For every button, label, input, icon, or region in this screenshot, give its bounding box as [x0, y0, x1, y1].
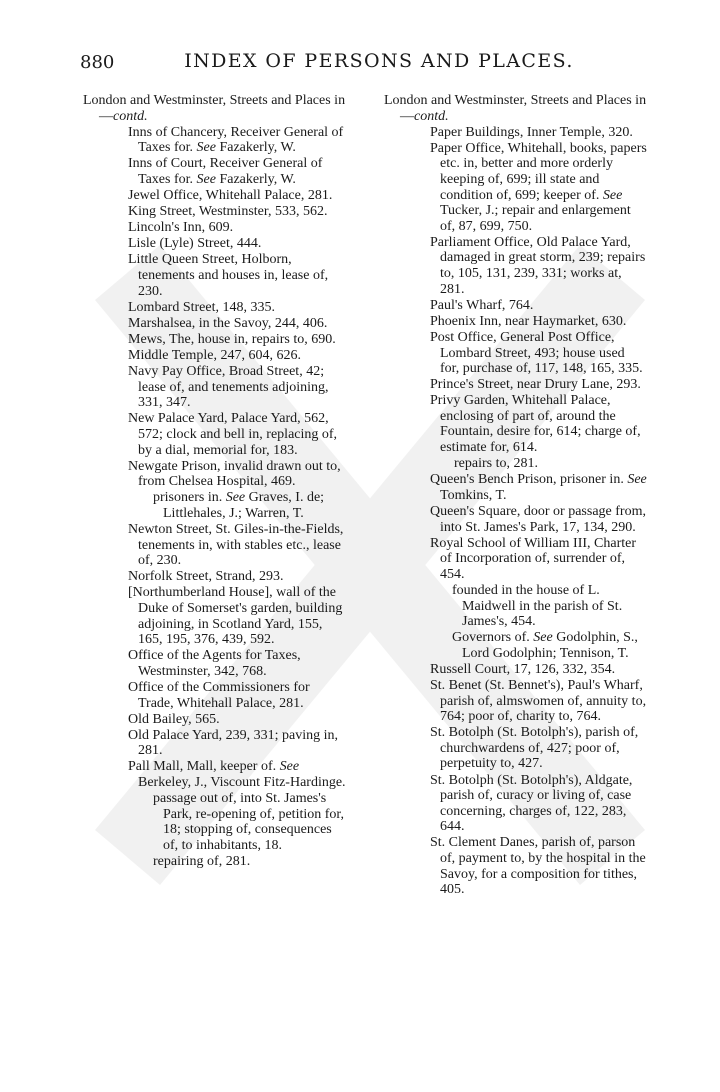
index-entry-text: Navy Pay Office, Broad Street, 42; lease of, and tenements adjoining, 331, 347. [128, 364, 329, 411]
index-entry-text: St. Clement Danes, parish of, parson of, payment to, by the hospital in the Savoy, for a composition for tithes, 405. [430, 835, 646, 898]
index-entry [83, 522, 346, 569]
index-entry-reference: Tucker, J.; repair and enlargement of, 87, 699, 750. [440, 203, 631, 234]
index-entry [384, 678, 647, 725]
index-entry [384, 235, 647, 297]
index-entry [384, 472, 647, 503]
index-entry-reference: Graves, I. de; Littlehales, J.; Warren, T. [163, 490, 325, 521]
index-entry-text: New Palace Yard, Palace Yard, 562, 572; clock and bell in, replacing of, by a dial, memorial for, 183. [128, 411, 338, 458]
index-entry [384, 314, 647, 330]
index-entry-reference: Tomkins, T. [440, 487, 507, 503]
index-entry [384, 583, 647, 630]
index-entry-text: Office of the Agents for Taxes, Westminster, 342, 768. [128, 648, 301, 679]
index-entry [83, 332, 346, 348]
index-entry-text: London and Westminster, Streets and Places in— [384, 93, 647, 124]
index-entry-text: Parliament Office, Old Palace Yard, damaged in great storm, 239; repairs to, 105, 131, 239, 331; works at, 281. [430, 234, 646, 297]
index-entry-text: Paper Buildings, Inner Temple, 320. [430, 124, 633, 140]
index-entry-text: St. Botolph (St. Botolph's), parish of, churchwardens of, 427; poor of, perpetuity to, 427. [430, 725, 639, 772]
index-entry-text: prisoners in. [153, 490, 226, 506]
index-entry [83, 156, 346, 187]
index-entry-text: London and Westminster, Streets and Places in— [83, 93, 346, 124]
page-number: 880 [80, 52, 115, 73]
index-entry-text: Russell Court, 17, 126, 332, 354. [430, 661, 616, 677]
index-entry [83, 93, 346, 124]
index-entry-crossref: contd. [113, 108, 148, 124]
index-entry-crossref: See [196, 171, 216, 187]
index-entry-text: Governors of. [452, 630, 534, 646]
index-entry [83, 252, 346, 299]
index-entry [83, 648, 346, 679]
index-entry [384, 393, 647, 455]
index-entry-crossref: See [279, 759, 300, 775]
index-entry-text: Mews, The, house in, repairs to, 690. [128, 331, 336, 347]
index-entry [83, 348, 346, 364]
index-entry-crossref: See [225, 490, 246, 506]
index-entry [83, 459, 346, 490]
index-entry [83, 364, 346, 411]
index-entry [384, 630, 647, 661]
index-entry-text: King Street, Westminster, 533, 562. [128, 204, 328, 220]
index-entry [83, 300, 346, 316]
index-entry-text: Paper Office, Whitehall, books, papers etc. in, better and more orderly keeping of, 699; ill state and condition of, 699; keeper of. [430, 140, 647, 203]
index-entry-text: Paul's Wharf, 764. [430, 297, 534, 313]
index-entry [83, 188, 346, 204]
index-entry-text: [Northumberland House], wall of the Duke of Somerset's garden, building adjoining, in Scotland Yard, 155, 165, 195, 376, 439, 592. [128, 585, 343, 648]
index-entry-text: Lombard Street, 148, 335. [128, 299, 275, 315]
index-entry-text: Jewel Office, Whitehall Palace, 281. [128, 188, 333, 204]
index-entry [83, 411, 346, 458]
index-entry-text: repairs to, 281. [454, 456, 538, 472]
index-entry [384, 456, 647, 472]
index-entry-crossref: See [627, 472, 647, 488]
index-entry [384, 835, 647, 897]
index-entry [83, 759, 346, 790]
index-entry [83, 490, 346, 521]
index-entry-reference: Fazakerly, W. [215, 140, 296, 156]
index-entry [83, 854, 346, 870]
index-entry [384, 377, 647, 393]
index-entry-text: Inns of Chancery, Receiver General of Taxes for. [128, 124, 344, 156]
index-entry [83, 680, 346, 711]
index-entry [83, 712, 346, 728]
index-entry-text: Queen's Square, door or passage from, into St. James's Park, 17, 134, 290. [430, 503, 646, 535]
index-entry [384, 725, 647, 772]
index-entry-text: Queen's Bench Prison, prisoner in. [430, 472, 628, 488]
index-entry-text: Norfolk Street, Strand, 293. [128, 569, 284, 585]
index-entry-text: St. Botolph (St. Botolph's), Aldgate, parish of, curacy or living of, case concerning, charges of, 122, 283, 644. [430, 772, 633, 835]
page-header [0, 50, 720, 74]
index-entry-reference: Godolphin, S., Lord Godolphin; Tennison, T. [462, 630, 638, 661]
page-title: INDEX OF PERSONS AND PLACES. [184, 50, 574, 72]
index-entry [384, 504, 647, 535]
index-entry-text: founded in the house of L. Maidwell in the parish of St. James's, 454. [452, 582, 623, 630]
index-entry [83, 125, 346, 156]
index-entry-crossref: See [602, 187, 623, 203]
index-entry-text: repairing of, 281. [153, 854, 251, 869]
index-entry-text: Inns of Court, Receiver General of Taxes for. [128, 156, 323, 187]
index-column-right [384, 93, 647, 898]
index-entry-reference: Fazakerly, W. [215, 171, 296, 187]
index-entry-reference: Berkeley, J., Viscount Fitz-Hardinge. [138, 775, 346, 791]
index-entry [384, 125, 647, 141]
index-entry-text: Phoenix Inn, near Haymarket, 630. [430, 313, 627, 329]
index-entry-text: Middle Temple, 247, 604, 626. [128, 348, 301, 363]
index-entry [83, 220, 346, 236]
index-entry-text: Prince's Street, near Drury Lane, 293. [430, 377, 641, 393]
index-entry-crossref: See [196, 140, 216, 156]
index-entry-text: passage out of, into St. James's Park, re-opening of, petition for, 18; stopping of, consequences of, to inhabitants, 18. [153, 791, 345, 853]
index-entry-text: Lisle (Lyle) Street, 444. [128, 236, 262, 252]
index-entry [384, 298, 647, 314]
index-entry [384, 93, 647, 124]
index-entry-text: Privy Garden, Whitehall Palace, enclosing of part of, around the Fountain, desire for, 614; charge of, estimate for, 614. [430, 393, 641, 456]
index-entry [384, 773, 647, 835]
index-entry-text: Old Bailey, 565. [128, 711, 220, 727]
index-entry [384, 662, 647, 678]
index-entry-text: Royal School of William III, Charter of Incorporation of, surrender of, 454. [430, 535, 637, 582]
index-entry-text: Marshalsea, in the Savoy, 244, 406. [128, 315, 328, 331]
index-entry-text: Post Office, General Post Office, Lombard Street, 493; house used for, purchase of, 117, 148, 165, 335. [430, 329, 643, 377]
index-entry [83, 204, 346, 220]
index-entry [83, 236, 346, 252]
index-entry-text: Little Queen Street, Holborn, tenements and houses in, lease of, 230. [128, 252, 329, 299]
index-entry-crossref: See [533, 630, 553, 646]
index-entry [83, 585, 346, 647]
index-entry [384, 330, 647, 377]
index-entry-text: St. Benet (St. Bennet's), Paul's Wharf, parish of, almswomen of, annuity to, 764; poor of, charity to, 764. [430, 677, 647, 725]
index-entry-text: Newgate Prison, invalid drawn out to, from Chelsea Hospital, 469. [128, 458, 341, 490]
index-entry [83, 569, 346, 585]
index-entry-text: Old Palace Yard, 239, 331; paving in, 281. [128, 727, 338, 759]
index-entry-text: Lincoln's Inn, 609. [128, 220, 234, 236]
index-entry-text: Newton Street, St. Giles-in-the-Fields, tenements in, with stables etc., lease of, 230. [128, 522, 344, 569]
index-column-left [83, 93, 346, 870]
index-entry [83, 728, 346, 759]
index-entry [384, 141, 647, 235]
index-entry-text: Pall Mall, Mall, keeper of. [128, 759, 280, 775]
index-entry [83, 791, 346, 853]
index-entry-text: Office of the Commissioners for Trade, Whitehall Palace, 281. [128, 679, 310, 711]
index-entry-crossref: contd. [414, 108, 449, 124]
index-entry [384, 536, 647, 583]
index-entry [83, 316, 346, 332]
